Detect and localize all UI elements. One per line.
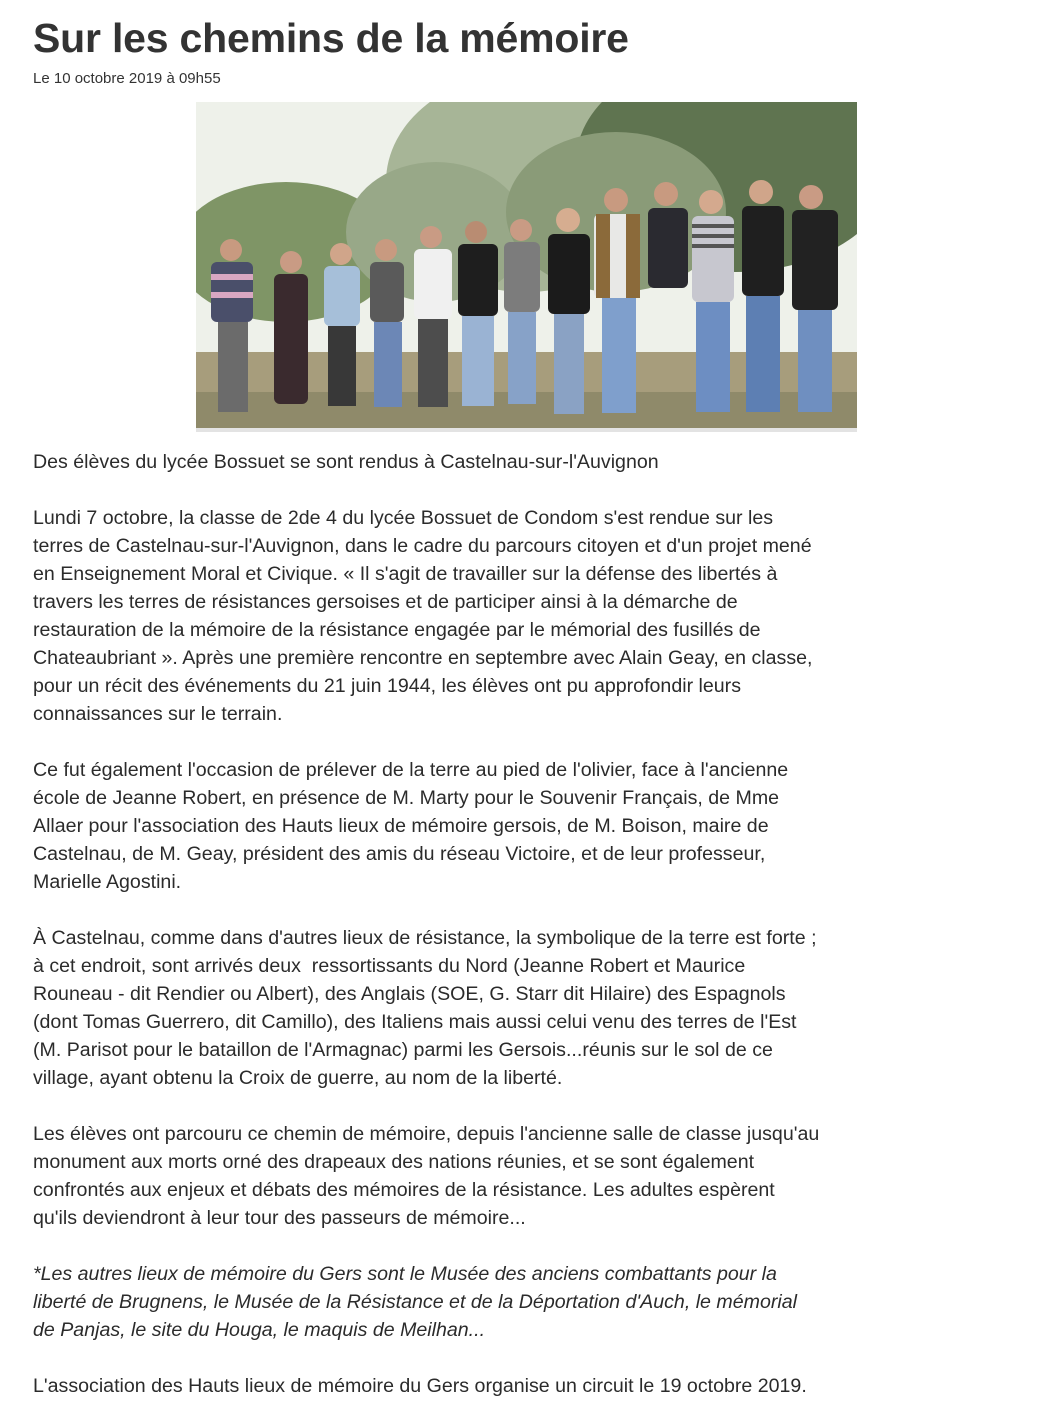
article-date: Le 10 octobre 2019 à 09h55 (33, 70, 221, 87)
text-line: de Panjas, le site du Houga, le maquis de Meilhan... (33, 1319, 486, 1341)
text-line: Marielle Agostini. (33, 871, 182, 893)
text-line: Castelnau, de M. Geay, président des amis du réseau Victoire, et de leur professeur, (33, 843, 766, 865)
text-line: Ce fut également l'occasion de prélever de la terre au pied de l'olivier, face à l'ancienne (33, 759, 789, 781)
text-line: Allaer pour l'association des Hauts lieux de mémoire gersois, de M. Boison, maire de (33, 815, 769, 837)
text-line: (M. Parisot pour le bataillon de l'Armagnac) parmi les Gersois...réunis sur le sol de ce (33, 1039, 773, 1061)
footnote (33, 1260, 1023, 1344)
text-line: à cet endroit, sont arrivés deux ressortissants du Nord (Jeanne Robert et Maurice (33, 955, 746, 977)
article-lead: Des élèves du lycée Bossuet se sont rendus à Castelnau-sur-l'Auvignon (33, 451, 659, 473)
text-line: monument aux morts orné des drapeaux des nations réunies, et se sont également (33, 1151, 755, 1173)
closing-paragraph: L'association des Hauts lieux de mémoire du Gers organise un circuit le 19 octobre 2019. (33, 1375, 807, 1397)
text-line: Chateaubriant ». Après une première rencontre en septembre avec Alain Geay, en classe, (33, 647, 813, 669)
text-line: À Castelnau, comme dans d'autres lieux de résistance, la symbolique de la terre est forte ; (33, 927, 817, 949)
text-line: liberté de Brugnens, le Musée de la Résistance et de la Déportation d'Auch, le mémorial (33, 1291, 797, 1313)
text-line: terres de Castelnau-sur-l'Auvignon, dans le cadre du parcours citoyen et d'un projet mené (33, 535, 812, 557)
text-line: Lundi 7 octobre, la classe de 2de 4 du lycée Bossuet de Condom s'est rendue sur les (33, 507, 774, 529)
article-title: Sur les chemins de la mémoire (33, 15, 629, 61)
text-line: en Enseignement Moral et Civique. « Il s'agit de travailler sur la défense des libertés à (33, 563, 778, 585)
paragraph-2 (33, 756, 1023, 896)
text-line: *Les autres lieux de mémoire du Gers sont le Musée des anciens combattants pour la (33, 1263, 777, 1285)
text-line: village, ayant obtenu la Croix de guerre, au nom de la liberté. (33, 1067, 563, 1089)
paragraph-1 (33, 504, 1023, 728)
text-line: école de Jeanne Robert, en présence de M. Marty pour le Souvenir Français, de Mme (33, 787, 780, 809)
text-line: confrontés aux enjeux et débats des mémoires de la résistance. Les adultes espèrent (33, 1179, 775, 1201)
text-line: pour un récit des événements du 21 juin 1944, les élèves ont pu approfondir leurs (33, 675, 742, 697)
group-photo (196, 102, 857, 432)
text-line: connaissances sur le terrain. (33, 703, 283, 725)
text-line: (dont Tomas Guerrero, dit Camillo), des Italiens mais aussi celui venu des terres de l'Est (33, 1011, 797, 1033)
text-line: travers les terres de résistances gersoises et de participer ainsi à la démarche de (33, 591, 738, 613)
group-photo-icon (196, 102, 857, 432)
text-line: Rouneau - dit Rendier ou Albert), des Anglais (SOE, G. Starr dit Hilaire) des Espagnols (33, 983, 786, 1005)
text-line: Les élèves ont parcouru ce chemin de mémoire, depuis l'ancienne salle de classe jusqu'au (33, 1123, 820, 1145)
text-line: qu'ils deviendront à leur tour des passeurs de mémoire... (33, 1207, 526, 1229)
paragraph-4 (33, 1120, 1023, 1232)
paragraph-3 (33, 924, 1023, 1092)
article-body (33, 448, 1023, 1428)
text-line: restauration de la mémoire de la résistance engagée par le mémorial des fusillés de (33, 619, 761, 641)
